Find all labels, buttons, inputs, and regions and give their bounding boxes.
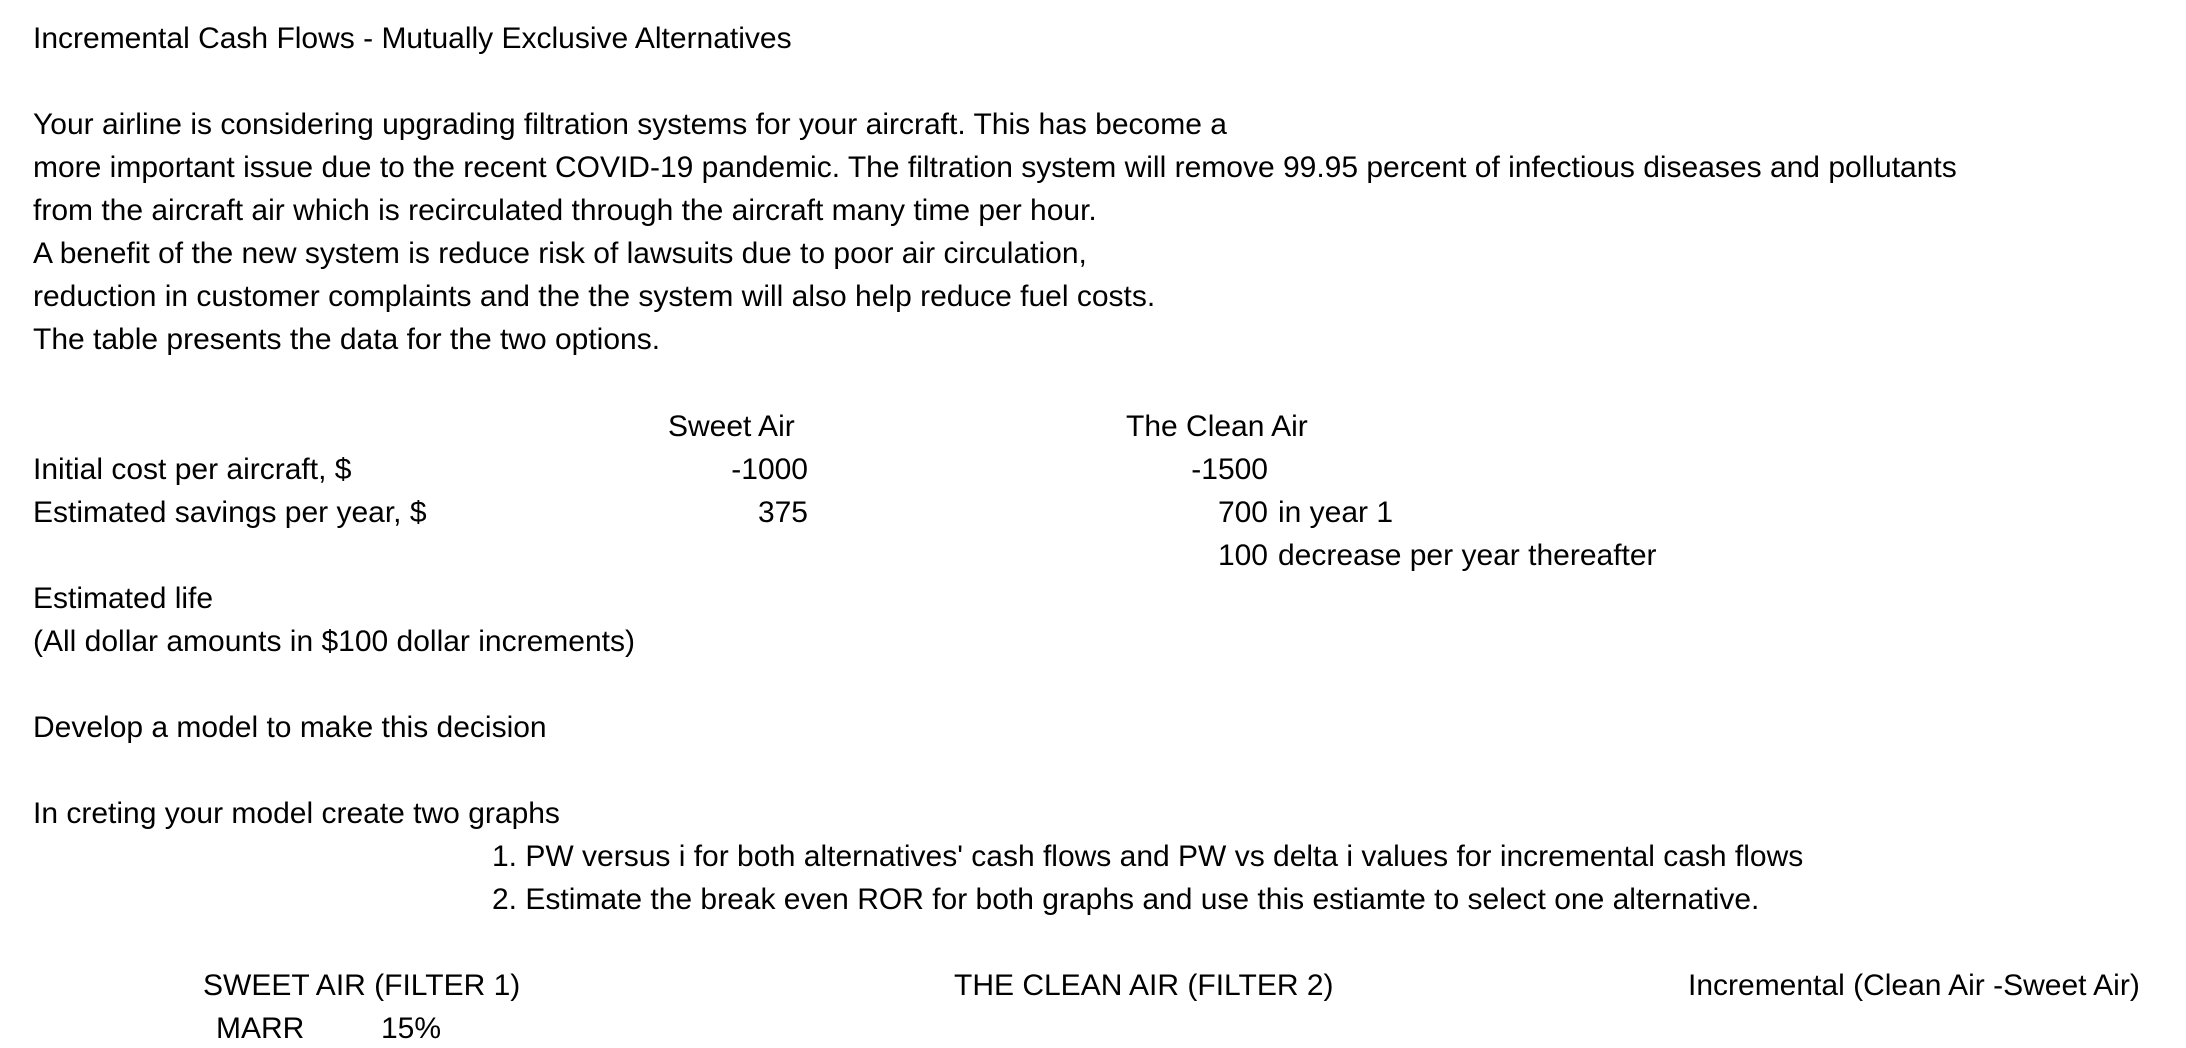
savings-clean-air-decrease: 100 xyxy=(1217,539,1268,572)
description-line-2: more important issue due to the recent COVID-19 pandemic. The filtration system will remove 99.95 percent of infectious diseases and pollutants xyxy=(33,151,1957,184)
savings-clean-air-decrease-note: decrease per year thereafter xyxy=(1278,539,1657,572)
savings-sweet-air: 375 xyxy=(757,496,808,529)
dollar-increment-note: (All dollar amounts in $100 dollar increments) xyxy=(33,625,635,658)
description-line-1: Your airline is considering upgrading filtration systems for your aircraft. This has become a xyxy=(33,108,1227,141)
description-line-6: The table presents the data for the two options. xyxy=(33,323,661,356)
savings-clean-air-year1: 700 xyxy=(1217,496,1268,529)
savings-label: Estimated savings per year, $ xyxy=(33,496,427,529)
savings-clean-air-year1-note: in year 1 xyxy=(1278,496,1394,529)
description-line-5: reduction in customer complaints and the the system will also help reduce fuel costs. xyxy=(33,280,1156,313)
section-incremental: Incremental (Clean Air -Sweet Air) xyxy=(1688,969,2140,1002)
description-line-4: A benefit of the new system is reduce risk of lawsuits due to poor air circulation, xyxy=(33,237,1087,270)
header-sweet-air: Sweet Air xyxy=(668,410,795,443)
section-clean-air: THE CLEAN AIR (FILTER 2) xyxy=(954,969,1334,1002)
estimated-life-label: Estimated life xyxy=(33,582,214,615)
marr-label: MARR xyxy=(216,1012,305,1045)
section-sweet-air: SWEET AIR (FILTER 1) xyxy=(203,969,521,1002)
description-line-3: from the aircraft air which is recirculated through the aircraft many time per hour. xyxy=(33,194,1097,227)
initial-cost-sweet-air: -1000 xyxy=(731,453,808,486)
initial-cost-clean-air: -1500 xyxy=(1191,453,1268,486)
graphs-intro: In creting your model create two graphs xyxy=(33,797,560,830)
header-clean-air: The Clean Air xyxy=(1126,410,1308,443)
develop-instruction: Develop a model to make this decision xyxy=(33,711,547,744)
initial-cost-label: Initial cost per aircraft, $ xyxy=(33,453,352,486)
sheet-title: Incremental Cash Flows - Mutually Exclusive Alternatives xyxy=(33,22,792,55)
graph-item-2: 2. Estimate the break even ROR for both graphs and use this estiamte to select one alternative. xyxy=(492,883,1760,916)
marr-value: 15% xyxy=(381,1012,442,1045)
graph-item-1: 1. PW versus i for both alternatives' cash flows and PW vs delta i values for incremental cash flows xyxy=(492,840,1804,873)
